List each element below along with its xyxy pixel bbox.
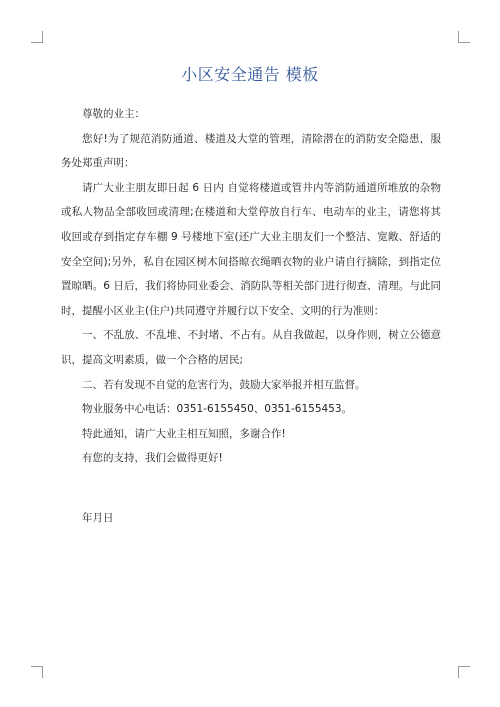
- paragraph-rule-two: 二、若有发现不自觉的危害行为，鼓励大家举报并相互监督。: [82, 378, 366, 391]
- crop-mark-top-left: [31, 31, 43, 43]
- document-title: 小区安全通告 模板: [181, 65, 319, 84]
- document-body: [61, 102, 441, 471]
- salutation: 尊敬的业主：: [82, 108, 145, 120]
- date-line: 年月日: [82, 512, 114, 524]
- crop-mark-bottom-right: [458, 666, 470, 678]
- paragraph-notice: 特此通知，请广大业主相互知照，多谢合作!: [82, 427, 286, 440]
- paragraph-closing: 有您的支持，我们会做得更好!: [82, 452, 223, 465]
- crop-mark-bottom-left: [31, 666, 43, 678]
- paragraph-phone: 物业服务中心电话：0351-6155450、0351-6155453。: [82, 403, 353, 416]
- paragraph-request: 请广大业主朋友即日起 6 日内 自觉将楼道或管井内等消防通道所堆放的杂物或私人物品全部收回或清理;在楼道和大堂停放自行车、电动车的业主，请您将其收回或存到指定存车棚 9 号楼地下室(还广大业主朋友们一个整洁、宽敞、舒适的安全空间);另外，私自在园区树木间搭晾衣绳晒衣物的业户请自行摘除，到指定位置晾晒。6 日后，我们将协同业委会、消防队等相关部门进行彻查、清理。与此同时，提醒小区业主(住户)共同遵守并履行以下安全、文明的行为准则：: [61, 181, 441, 317]
- crop-mark-top-right: [458, 31, 470, 43]
- paragraph-intro: 您好!为了规范消防通道、楼道及大堂的管理，清除潜在的消防安全隐患，服务处郑重声明：: [61, 132, 441, 170]
- paragraph-rule-one: 一、不乱放、不乱堆、不封堵、不占有。从自我做起，以身作则，树立公德意识，提高文明素质，做一个合格的居民;: [61, 329, 441, 366]
